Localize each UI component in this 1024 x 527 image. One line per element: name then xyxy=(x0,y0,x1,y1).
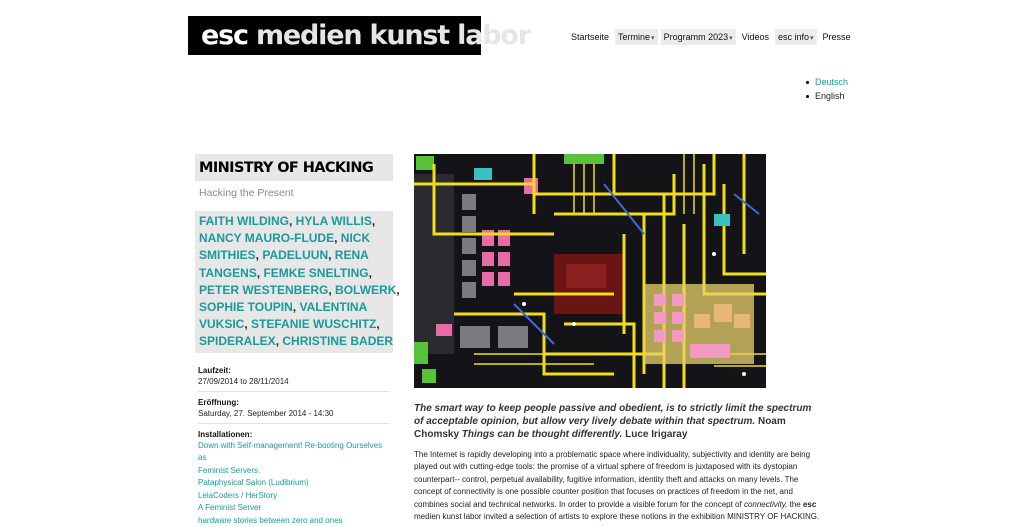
divider xyxy=(198,391,390,392)
nav-item-termine[interactable] xyxy=(615,29,658,45)
quote-author-chomsky: Noam Chomsky xyxy=(414,416,786,440)
laufzeit-value: 27/09/2014 to 28/11/2014 xyxy=(198,376,289,386)
chevron-down-icon: ▾ xyxy=(729,35,733,42)
installation-link[interactable]: Down with Self-management! Re-booting Ourselves as xyxy=(198,440,383,463)
installation-link[interactable]: A Feminist Server xyxy=(198,503,262,513)
artist-link[interactable]: BOLWERK xyxy=(335,282,397,297)
artist-line xyxy=(199,333,394,350)
artist-link[interactable]: PETER WESTENBERG xyxy=(199,282,329,297)
nav-item-presse[interactable] xyxy=(820,29,854,45)
artist-separator: , xyxy=(371,214,376,228)
language-switcher xyxy=(806,77,848,105)
logo-medien-kunst-labor: medien kunst labor xyxy=(256,20,530,51)
article-body-text-3: medien kunst labor invited a selection of artists to explore these notions in the exhibition MINISTRY OF HACKING. xyxy=(414,512,820,522)
artist-separator: , xyxy=(256,265,264,280)
artist-line xyxy=(199,282,400,299)
exhibition-info xyxy=(195,365,393,527)
installation-link[interactable]: hardware stories between zero and ones xyxy=(198,515,343,525)
artist-separator: , xyxy=(289,214,296,228)
quote-chomsky: The smart way to keep people passive and obedient, is to strictly limit the spectrum of acceptable opinion, but allow very lively debate within that spectrum. xyxy=(414,403,812,427)
installation-link[interactable]: Feminist Servers. xyxy=(198,465,261,475)
bullet-icon xyxy=(806,95,809,98)
nav-item-label: Startseite xyxy=(571,32,610,42)
artist-link[interactable]: CHRISTINE BADER xyxy=(282,334,394,349)
artist-link[interactable]: NICK xyxy=(340,231,371,246)
artist-list xyxy=(195,211,400,353)
artist-link[interactable]: VUKSIC xyxy=(199,317,245,332)
nav-item-esc-info[interactable] xyxy=(775,29,817,45)
article-body-emphasis: connectivity, xyxy=(743,499,788,509)
language-link-deutsch[interactable]: Deutsch xyxy=(815,77,849,87)
artist-line xyxy=(199,213,389,230)
artist-link[interactable]: SMITHIES xyxy=(199,248,256,263)
artist-link[interactable]: STEFANIE WUSCHITZ xyxy=(251,317,377,332)
eroeffnung-label: Eröffnung: xyxy=(198,397,239,407)
artist-separator: , xyxy=(328,282,336,297)
artist-link[interactable]: TANGENS xyxy=(199,265,257,280)
site-logo[interactable] xyxy=(188,16,530,55)
artist-separator: , xyxy=(368,265,372,280)
article-quote xyxy=(414,402,819,441)
hero-image-circuit-board xyxy=(414,154,766,388)
laufzeit-label: Laufzeit: xyxy=(198,365,231,375)
artist-link[interactable]: FEMKE SNELTING xyxy=(263,265,369,280)
main-content xyxy=(414,154,824,523)
artist-line xyxy=(199,247,389,264)
artist-link[interactable]: NANCY MAURO-FLUDE xyxy=(199,231,335,246)
artist-line xyxy=(199,299,389,316)
artist-link[interactable]: VALENTINA xyxy=(299,300,368,315)
artist-link[interactable]: HYLA WILLIS xyxy=(295,214,372,228)
artist-separator: , xyxy=(275,334,283,349)
artist-link[interactable]: RENA xyxy=(334,248,369,263)
artist-link[interactable]: PADELUUN xyxy=(262,248,329,263)
chevron-down-icon: ▾ xyxy=(651,35,655,42)
article-body-text: The Internet is rapidly developing into a problematic space where individuality, subjectivity and identity are being played out with cutting-edge tools: the promise of a virtual sphere of freedom is juxtaposed with its dystopian counterpart-- control, perpetual availability, fugitive information, identity theft and attacks on many levels. The concept of connectivity is one possible counter position that focuses on practices of freedom in the net, and combines social and technical networks. In order to provide a visible forum for the concept of xyxy=(414,450,811,509)
artist-line xyxy=(199,265,389,282)
artist-line xyxy=(199,230,389,247)
artist-line xyxy=(199,316,389,333)
nav-item-label: Termine xyxy=(618,32,651,42)
nav-item-label: Programm 2023 xyxy=(663,32,729,42)
artist-link[interactable]: SPIDERALEX xyxy=(199,334,276,349)
nav-item-label: Presse xyxy=(822,32,851,42)
chevron-down-icon: ▾ xyxy=(810,35,814,42)
artist-separator: , xyxy=(396,282,400,297)
installation-link[interactable]: Pataphysical Salon (Ludibrium) xyxy=(198,478,309,488)
artist-separator: , xyxy=(255,248,263,263)
nav-item-videos[interactable] xyxy=(739,29,772,45)
exhibition-title-box xyxy=(195,154,393,181)
divider xyxy=(198,423,390,424)
exhibition-sidebar xyxy=(195,154,400,527)
language-link-english[interactable]: English xyxy=(815,91,845,101)
artist-link[interactable]: FAITH WILDING xyxy=(199,214,289,228)
nav-item-startseite[interactable] xyxy=(568,29,612,45)
artist-separator: , xyxy=(328,248,335,263)
main-navigation xyxy=(568,29,857,45)
language-item-english xyxy=(806,91,848,101)
installation-link[interactable]: LelaCoders / HerStory xyxy=(198,490,278,500)
exhibition-title: MINISTRY OF HACKING xyxy=(199,160,374,176)
eroeffnung-value: Saturday, 27. September 2014 - 14:30 xyxy=(198,408,334,418)
installationen-label: Installationen: xyxy=(198,429,253,439)
article-body xyxy=(414,449,824,523)
artist-separator: , xyxy=(376,317,380,332)
artist-separator: , xyxy=(292,300,300,315)
artist-separator: , xyxy=(334,231,341,246)
artist-link[interactable]: SOPHIE TOUPIN xyxy=(199,300,293,315)
quote-author-irigaray: Luce Irigaray xyxy=(622,429,688,440)
nav-item-programm-2023[interactable] xyxy=(661,29,736,45)
bullet-icon xyxy=(806,81,809,84)
article-body-strong: esc xyxy=(802,499,817,509)
nav-item-label: Videos xyxy=(741,32,769,42)
logo-esc: esc xyxy=(201,20,248,51)
article-body-text-2: the xyxy=(787,499,803,509)
quote-irigaray: Things can be thought differently. xyxy=(461,429,623,440)
exhibition-subtitle: Hacking the Present xyxy=(199,187,294,199)
artist-separator: , xyxy=(244,317,252,332)
installation-list xyxy=(198,440,390,527)
nav-item-label: esc info xyxy=(777,32,809,42)
language-item-deutsch xyxy=(806,77,848,87)
